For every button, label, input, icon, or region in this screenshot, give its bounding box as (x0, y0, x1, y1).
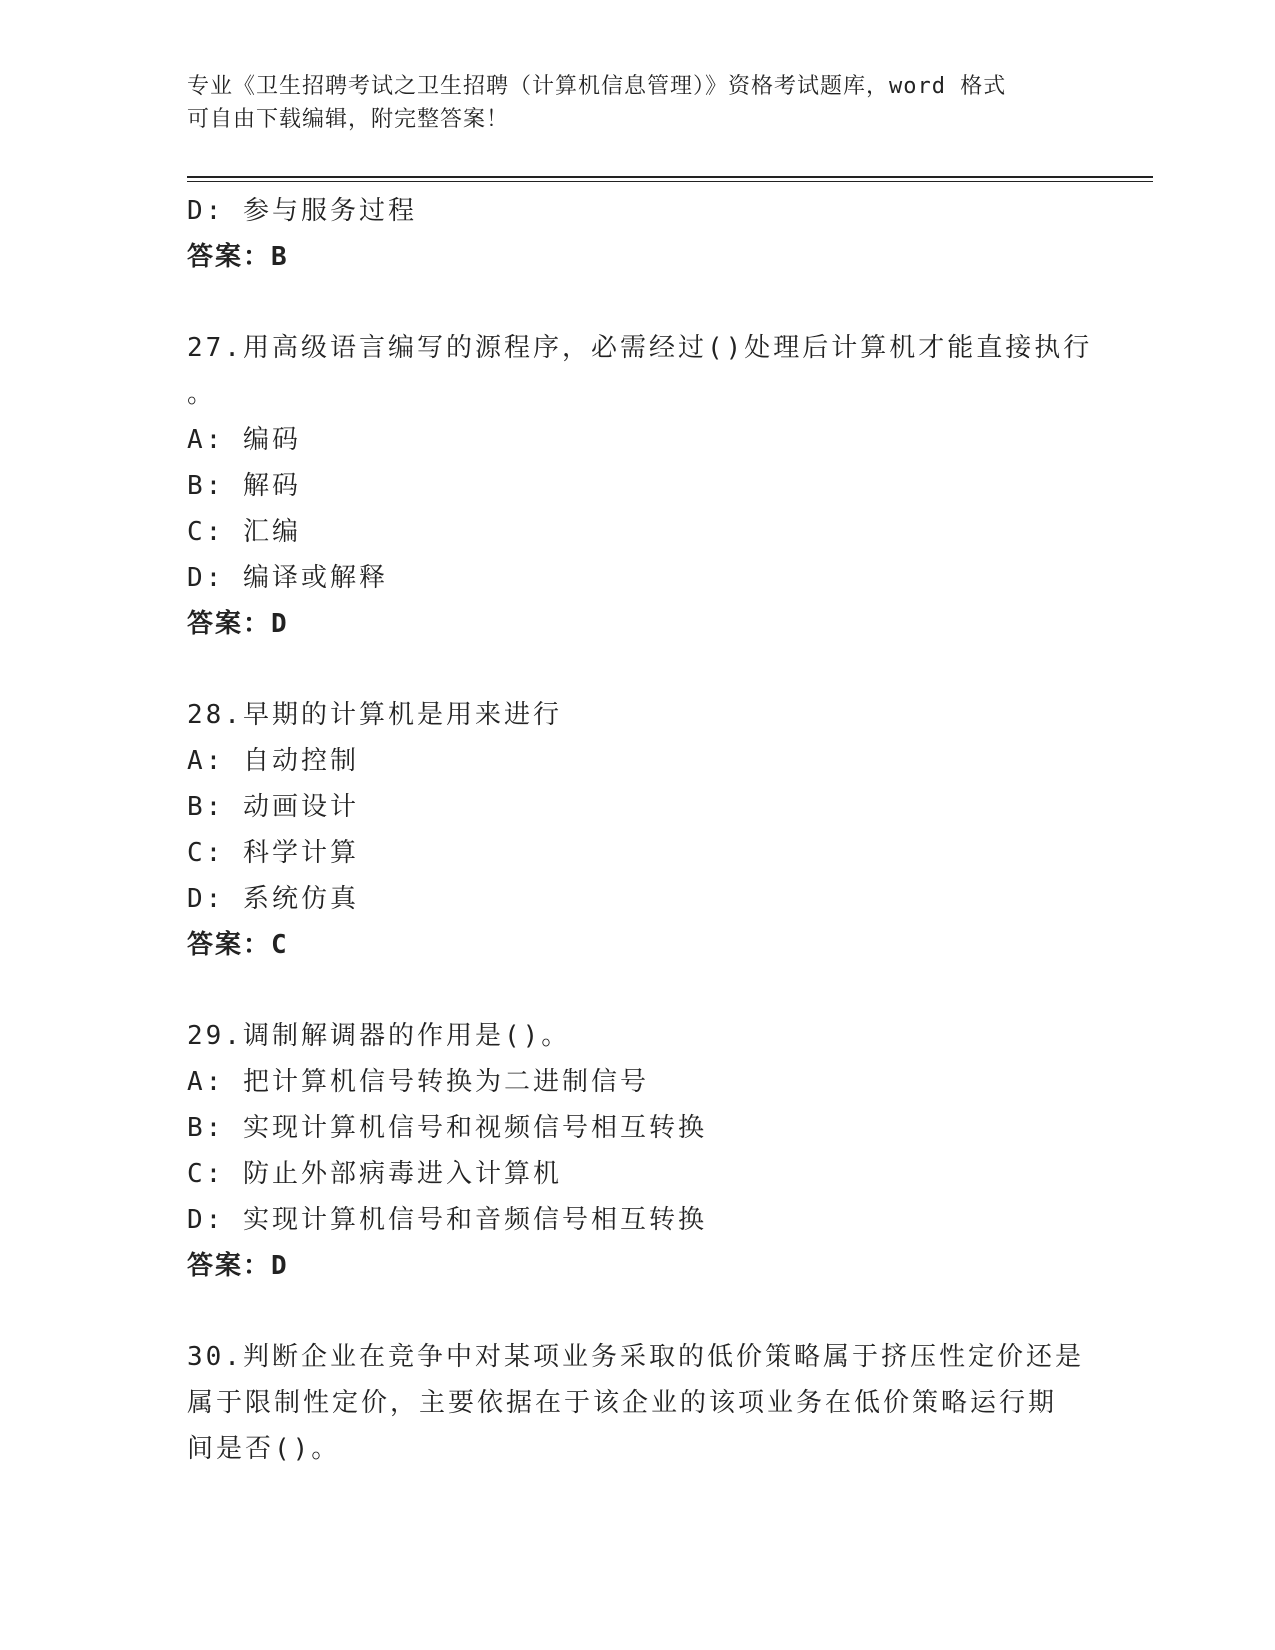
question-28 (187, 692, 1087, 968)
spacer (187, 647, 1087, 692)
option-c: C: 防止外部病毒进入计算机 (187, 1159, 562, 1189)
question-stem-line-2: 。 (187, 379, 217, 409)
spacer (187, 280, 1087, 325)
option-c: C: 科学计算 (187, 838, 359, 868)
option-d: D: 参与服务过程 (187, 196, 417, 226)
document-header (187, 70, 1067, 136)
header-divider-thick (187, 176, 1153, 178)
question-29 (187, 1013, 1087, 1289)
header-line-1: 专业《卫生招聘考试之卫生招聘（计算机信息管理）》资格考试题库，word 格式 (187, 74, 1007, 99)
answer-line: 答案：D (187, 1251, 289, 1281)
answer-line: 答案：D (187, 609, 289, 639)
question-stem: 28.早期的计算机是用来进行 (187, 700, 562, 730)
question-stem-line-2: 属于限制性定价，主要依据在于该企业的该项业务在低价策略运行期 (187, 1388, 1058, 1418)
spacer (187, 1289, 1087, 1334)
header-divider-thin (187, 181, 1153, 182)
option-d: D: 实现计算机信号和音频信号相互转换 (187, 1205, 707, 1235)
option-b: B: 动画设计 (187, 792, 359, 822)
option-a: A: 自动控制 (187, 746, 359, 776)
question-stem-line-3: 间是否()。 (187, 1434, 341, 1464)
question-stem-line-1: 30.判断企业在竞争中对某项业务采取的低价策略属于挤压性定价还是 (187, 1342, 1084, 1372)
question-stem-line-1: 27.用高级语言编写的源程序，必需经过()处理后计算机才能直接执行 (187, 333, 1093, 363)
question-27 (187, 325, 1093, 647)
answer-line: 答案：C (187, 930, 289, 960)
option-c: C: 汇编 (187, 517, 301, 547)
question-30 (187, 1334, 1087, 1472)
option-a: A: 把计算机信号转换为二进制信号 (187, 1067, 649, 1097)
option-a: A: 编码 (187, 425, 301, 455)
option-b: B: 解码 (187, 471, 301, 501)
question-prev (187, 188, 1087, 280)
question-list (187, 188, 1093, 1472)
answer-line: 答案：B (187, 242, 289, 272)
option-d: D: 系统仿真 (187, 884, 359, 914)
spacer (187, 968, 1087, 1013)
question-stem: 29.调制解调器的作用是()。 (187, 1021, 571, 1051)
option-b: B: 实现计算机信号和视频信号相互转换 (187, 1113, 707, 1143)
header-line-2: 可自由下载编辑，附完整答案！ (187, 107, 510, 132)
option-d: D: 编译或解释 (187, 563, 388, 593)
